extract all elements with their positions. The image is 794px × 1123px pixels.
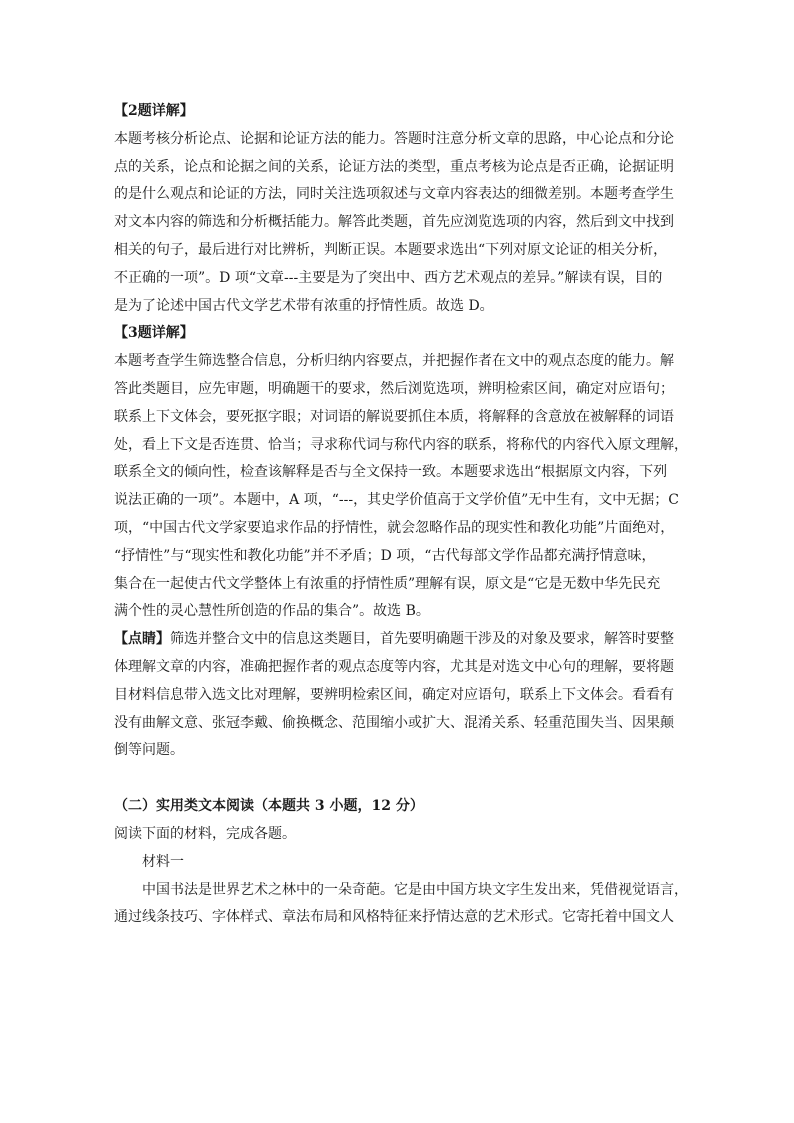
q3-heading: 【3题详解】	[114, 325, 194, 342]
material-label: 材料一	[142, 853, 184, 870]
practical-heading: （二）实用类文本阅读（本题共 3 小题，12 分）	[114, 798, 424, 815]
q3-line: 联系上下文体会，要死抠字眼；对词语的解说要抓住本质，将解释的含意放在被解释的词语	[114, 408, 674, 425]
q2-line: 是为了论述中国古代文学艺术带有浓重的抒情性质。故选 D。	[114, 297, 494, 314]
q3-line: 满个性的灵心慧性所创造的作品的集合”。故选 B。	[114, 603, 430, 620]
tip-line: 体理解文章的内容，准确把握作者的观点态度等内容，尤其是对选文中心句的理解，要将题	[114, 658, 674, 675]
q2-line: 的是什么观点和论证的方法，同时关注选项叙述与文章内容表达的细微差别。本题考查学生	[114, 186, 674, 203]
q2-line: 本题考核分析论点、论据和论证方法的能力。答题时注意分析文章的思路，中心论点和分论	[114, 130, 674, 147]
q3-line: 说法正确的一项”。本题中，A 项，“---，其史学价值高于文学价值”无中生有，文中无据；C	[114, 492, 679, 509]
material-line: 通过线条技巧、字体样式、章法布局和风格特征来抒情达意的艺术形式。它寄托着中国文人	[114, 909, 674, 926]
q3-line: 项，“中国古代文学家要追求作品的抒情性，就会忽略作品的现实性和教化功能”片面绝对，	[114, 519, 675, 536]
tip-text: 筛选并整合文中的信息这类题目，首先要明确题干涉及的对象及要求，解答时要整	[170, 631, 674, 648]
tip-label: 【点睛】	[114, 631, 170, 648]
q3-line: 本题考查学生筛选整合信息，分析归纳内容要点，并把握作者在文中的观点态度的能力。解	[114, 353, 674, 370]
q2-line: 对文本内容的筛选和分析概括能力。解答此类题，首先应浏览选项的内容，然后到文中找到	[114, 214, 674, 231]
q3-line: “抒情性”与“现实性和教化功能”并不矛盾；D 项，“古代每部文学作品都充满抒情意味，	[114, 547, 656, 564]
tip-line: 倒等问题。	[114, 742, 184, 759]
section-gap	[114, 765, 684, 793]
document-page	[114, 98, 688, 932]
practical-instruction: 阅读下面的材料，完成各题。	[114, 825, 296, 842]
tip-line: 没有曲解文意、张冠李戴、偷换概念、范围缩小或扩大、混淆关系、轻重范围失当、因果颠	[114, 714, 674, 731]
tip-line: 目材料信息带入选文比对理解，要辨明检索区间，确定对应语句，联系上下文体会。看看有	[114, 686, 674, 703]
q3-line: 答此类题目，应先审题，明确题干的要求，然后浏览选项，辨明检索区间，确定对应语句；	[114, 380, 674, 397]
q3-line: 联系全文的倾向性，检查该解释是否与全文保持一致。本题要求选出“根据原文内容，下列	[114, 464, 668, 481]
q2-line: 不正确的一项”。D 项“文章---主要是为了突出中、西方艺术观点的差异。”解读有误，目的	[114, 269, 663, 286]
q3-line: 处，看上下文是否连贯、恰当；寻求称代词与称代内容的联系，将称代的内容代入原文理解，	[114, 436, 688, 453]
q2-line: 相关的句子，最后进行对比辨析，判断正误。本题要求选出“下列对原文论证的相关分析，	[114, 241, 668, 258]
q3-line: 集合在一起使古代文学整体上有浓重的抒情性质”理解有误，原文是“它是无数中华先民充	[114, 575, 661, 592]
tip-first-line	[114, 626, 684, 654]
material-line: 中国书法是世界艺术之林中的一朵奇葩。它是由中国方块文字生发出来，凭借视觉语言，	[142, 881, 688, 898]
q2-line: 点的关系，论点和论据之间的关系，论证方法的类型，重点考核为论点是否正确，论据证明	[114, 158, 674, 175]
q2-heading: 【2题详解】	[114, 103, 194, 119]
